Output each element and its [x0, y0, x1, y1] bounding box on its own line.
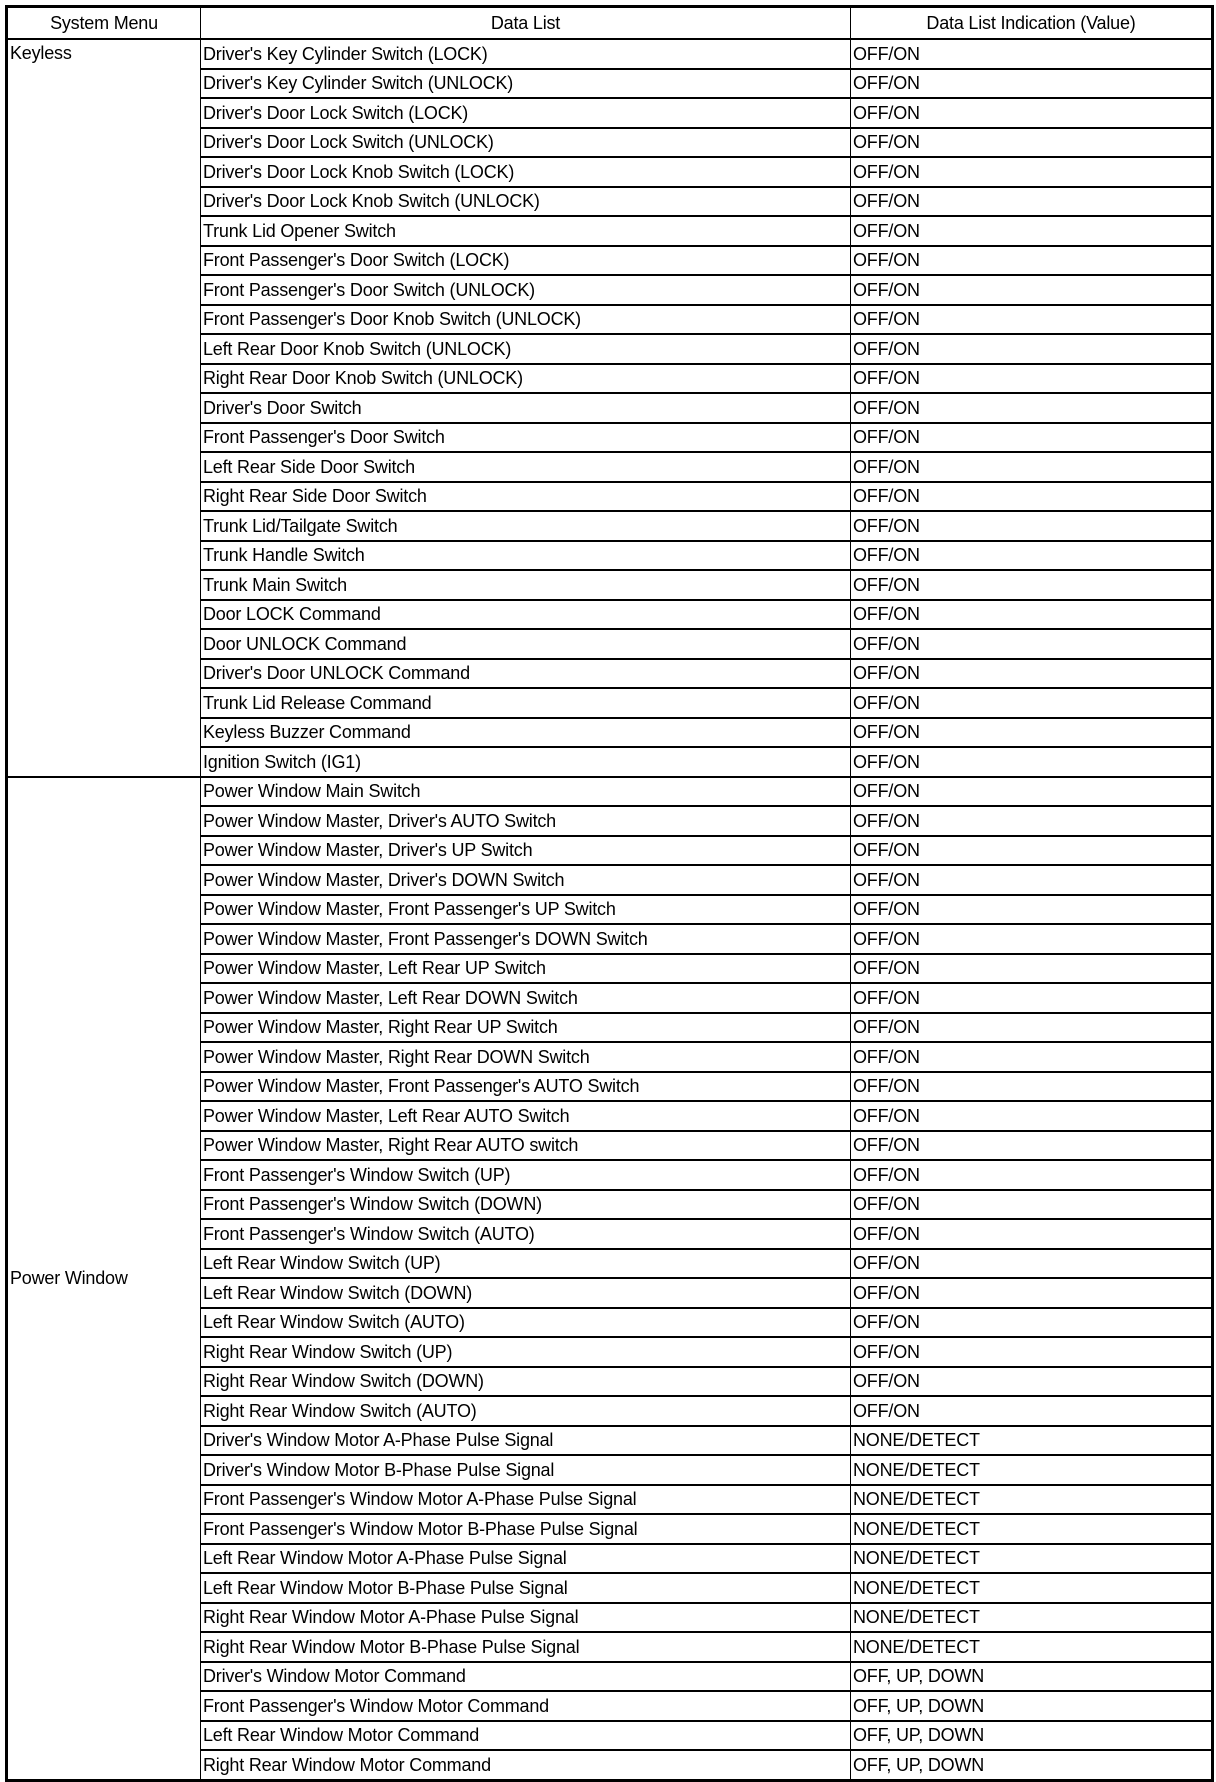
data-list-cell: Driver's Key Cylinder Switch (LOCK) [201, 39, 851, 69]
value-cell: OFF/ON [851, 1160, 1213, 1190]
data-list-cell: Trunk Lid Release Command [201, 688, 851, 718]
value-cell: OFF/ON [851, 1190, 1213, 1220]
data-list-cell: Power Window Master, Left Rear AUTO Switch [201, 1101, 851, 1131]
data-list-cell: Front Passenger's Window Switch (DOWN) [201, 1190, 851, 1220]
data-list-cell: Front Passenger's Door Switch (LOCK) [201, 246, 851, 276]
value-cell: OFF/ON [851, 216, 1213, 246]
data-list-cell: Right Rear Window Motor A-Phase Pulse Signal [201, 1603, 851, 1633]
value-cell: OFF/ON [851, 836, 1213, 866]
data-list-cell: Power Window Master, Left Rear DOWN Switch [201, 983, 851, 1013]
data-list-cell: Driver's Window Motor A-Phase Pulse Signal [201, 1426, 851, 1456]
data-list-cell: Right Rear Window Motor Command [201, 1750, 851, 1780]
data-list-cell: Right Rear Door Knob Switch (UNLOCK) [201, 364, 851, 394]
system-menu-cell: Keyless [7, 39, 201, 777]
header-data-list: Data List [201, 7, 851, 40]
data-list-cell: Left Rear Side Door Switch [201, 452, 851, 482]
value-cell: OFF/ON [851, 364, 1213, 394]
value-cell: OFF/ON [851, 1072, 1213, 1102]
data-list-cell: Power Window Master, Front Passenger's UP Switch [201, 895, 851, 925]
value-cell: OFF/ON [851, 98, 1213, 128]
value-cell: OFF/ON [851, 128, 1213, 158]
data-list-cell: Front Passenger's Door Knob Switch (UNLOCK) [201, 305, 851, 335]
data-list-cell: Door UNLOCK Command [201, 629, 851, 659]
value-cell: OFF/ON [851, 187, 1213, 217]
data-list-cell: Driver's Door Lock Knob Switch (LOCK) [201, 157, 851, 187]
value-cell: OFF/ON [851, 1249, 1213, 1279]
value-cell: OFF/ON [851, 865, 1213, 895]
data-list-cell: Front Passenger's Window Motor A-Phase Pulse Signal [201, 1485, 851, 1515]
value-cell: OFF/ON [851, 1337, 1213, 1367]
value-cell: OFF/ON [851, 157, 1213, 187]
data-list-cell: Trunk Lid/Tailgate Switch [201, 511, 851, 541]
table-body [7, 39, 1213, 1780]
data-list-cell: Driver's Window Motor B-Phase Pulse Signal [201, 1455, 851, 1485]
value-cell: NONE/DETECT [851, 1603, 1213, 1633]
data-list-cell: Power Window Master, Driver's DOWN Switch [201, 865, 851, 895]
value-cell: OFF/ON [851, 718, 1213, 748]
data-list-cell: Trunk Handle Switch [201, 541, 851, 571]
value-cell: OFF/ON [851, 1219, 1213, 1249]
data-list-cell: Power Window Master, Front Passenger's DOWN Switch [201, 924, 851, 954]
data-list-cell: Left Rear Window Motor Command [201, 1721, 851, 1751]
value-cell: OFF/ON [851, 1101, 1213, 1131]
value-cell: OFF/ON [851, 747, 1213, 777]
value-cell: NONE/DETECT [851, 1455, 1213, 1485]
value-cell: OFF/ON [851, 246, 1213, 276]
data-list-cell: Right Rear Window Motor B-Phase Pulse Signal [201, 1632, 851, 1662]
value-cell: NONE/DETECT [851, 1632, 1213, 1662]
value-cell: OFF/ON [851, 305, 1213, 335]
header-system-menu: System Menu [7, 7, 201, 40]
value-cell: OFF/ON [851, 39, 1213, 69]
value-cell: OFF, UP, DOWN [851, 1750, 1213, 1780]
value-cell: NONE/DETECT [851, 1426, 1213, 1456]
value-cell: OFF/ON [851, 1308, 1213, 1338]
data-list-cell: Left Rear Window Motor A-Phase Pulse Signal [201, 1544, 851, 1574]
data-list-cell: Front Passenger's Window Switch (UP) [201, 1160, 851, 1190]
value-cell: OFF/ON [851, 806, 1213, 836]
value-cell: OFF/ON [851, 600, 1213, 630]
value-cell: OFF/ON [851, 1278, 1213, 1308]
value-cell: NONE/DETECT [851, 1514, 1213, 1544]
data-list-cell: Power Window Master, Front Passenger's AUTO Switch [201, 1072, 851, 1102]
data-list-cell: Front Passenger's Window Motor Command [201, 1691, 851, 1721]
data-list-table [5, 5, 1214, 1782]
value-cell: NONE/DETECT [851, 1485, 1213, 1515]
data-list-cell: Driver's Door Switch [201, 393, 851, 423]
value-cell: OFF/ON [851, 924, 1213, 954]
value-cell: OFF, UP, DOWN [851, 1721, 1213, 1751]
data-list-cell: Trunk Main Switch [201, 570, 851, 600]
value-cell: OFF/ON [851, 511, 1213, 541]
data-list-cell: Front Passenger's Window Switch (AUTO) [201, 1219, 851, 1249]
data-list-cell: Power Window Main Switch [201, 777, 851, 807]
data-list-cell: Front Passenger's Door Switch [201, 423, 851, 453]
value-cell: OFF/ON [851, 334, 1213, 364]
value-cell: OFF, UP, DOWN [851, 1662, 1213, 1692]
data-list-cell: Left Rear Window Motor B-Phase Pulse Signal [201, 1573, 851, 1603]
data-list-cell: Front Passenger's Window Motor B-Phase Pulse Signal [201, 1514, 851, 1544]
data-list-cell: Power Window Master, Left Rear UP Switch [201, 954, 851, 984]
value-cell: OFF/ON [851, 541, 1213, 571]
header-row [7, 7, 1213, 40]
table-row [7, 39, 1213, 69]
data-list-cell: Power Window Master, Right Rear AUTO switch [201, 1131, 851, 1161]
value-cell: NONE/DETECT [851, 1544, 1213, 1574]
system-menu-cell: Power Window [7, 777, 201, 1781]
value-cell: OFF/ON [851, 423, 1213, 453]
data-list-cell: Left Rear Door Knob Switch (UNLOCK) [201, 334, 851, 364]
value-cell: OFF/ON [851, 954, 1213, 984]
value-cell: OFF/ON [851, 777, 1213, 807]
value-cell: OFF/ON [851, 69, 1213, 99]
data-list-cell: Driver's Door Lock Switch (UNLOCK) [201, 128, 851, 158]
value-cell: OFF/ON [851, 983, 1213, 1013]
data-list-cell: Ignition Switch (IG1) [201, 747, 851, 777]
value-cell: NONE/DETECT [851, 1573, 1213, 1603]
value-cell: OFF/ON [851, 659, 1213, 689]
data-list-cell: Right Rear Window Switch (AUTO) [201, 1396, 851, 1426]
data-list-cell: Power Window Master, Driver's AUTO Switch [201, 806, 851, 836]
data-list-cell: Right Rear Window Switch (DOWN) [201, 1367, 851, 1397]
value-cell: OFF/ON [851, 570, 1213, 600]
data-list-cell: Driver's Door Lock Knob Switch (UNLOCK) [201, 187, 851, 217]
data-list-cell: Driver's Key Cylinder Switch (UNLOCK) [201, 69, 851, 99]
header-value: Data List Indication (Value) [851, 7, 1213, 40]
data-list-cell: Trunk Lid Opener Switch [201, 216, 851, 246]
table-row [7, 777, 1213, 807]
data-list-cell: Left Rear Window Switch (DOWN) [201, 1278, 851, 1308]
data-list-cell: Door LOCK Command [201, 600, 851, 630]
value-cell: OFF/ON [851, 688, 1213, 718]
data-list-cell: Power Window Master, Right Rear UP Switch [201, 1013, 851, 1043]
data-list-cell: Power Window Master, Driver's UP Switch [201, 836, 851, 866]
value-cell: OFF/ON [851, 1367, 1213, 1397]
value-cell: OFF/ON [851, 275, 1213, 305]
value-cell: OFF/ON [851, 393, 1213, 423]
value-cell: OFF/ON [851, 629, 1213, 659]
value-cell: OFF/ON [851, 1131, 1213, 1161]
data-list-cell: Left Rear Window Switch (UP) [201, 1249, 851, 1279]
value-cell: OFF/ON [851, 1042, 1213, 1072]
data-list-cell: Right Rear Window Switch (UP) [201, 1337, 851, 1367]
data-list-cell: Driver's Door Lock Switch (LOCK) [201, 98, 851, 128]
value-cell: OFF, UP, DOWN [851, 1691, 1213, 1721]
data-list-cell: Right Rear Side Door Switch [201, 482, 851, 512]
value-cell: OFF/ON [851, 895, 1213, 925]
value-cell: OFF/ON [851, 452, 1213, 482]
data-list-cell: Driver's Window Motor Command [201, 1662, 851, 1692]
value-cell: OFF/ON [851, 482, 1213, 512]
value-cell: OFF/ON [851, 1396, 1213, 1426]
data-list-cell: Front Passenger's Door Switch (UNLOCK) [201, 275, 851, 305]
data-list-cell: Power Window Master, Right Rear DOWN Switch [201, 1042, 851, 1072]
data-list-cell: Driver's Door UNLOCK Command [201, 659, 851, 689]
data-list-cell: Left Rear Window Switch (AUTO) [201, 1308, 851, 1338]
data-list-cell: Keyless Buzzer Command [201, 718, 851, 748]
value-cell: OFF/ON [851, 1013, 1213, 1043]
